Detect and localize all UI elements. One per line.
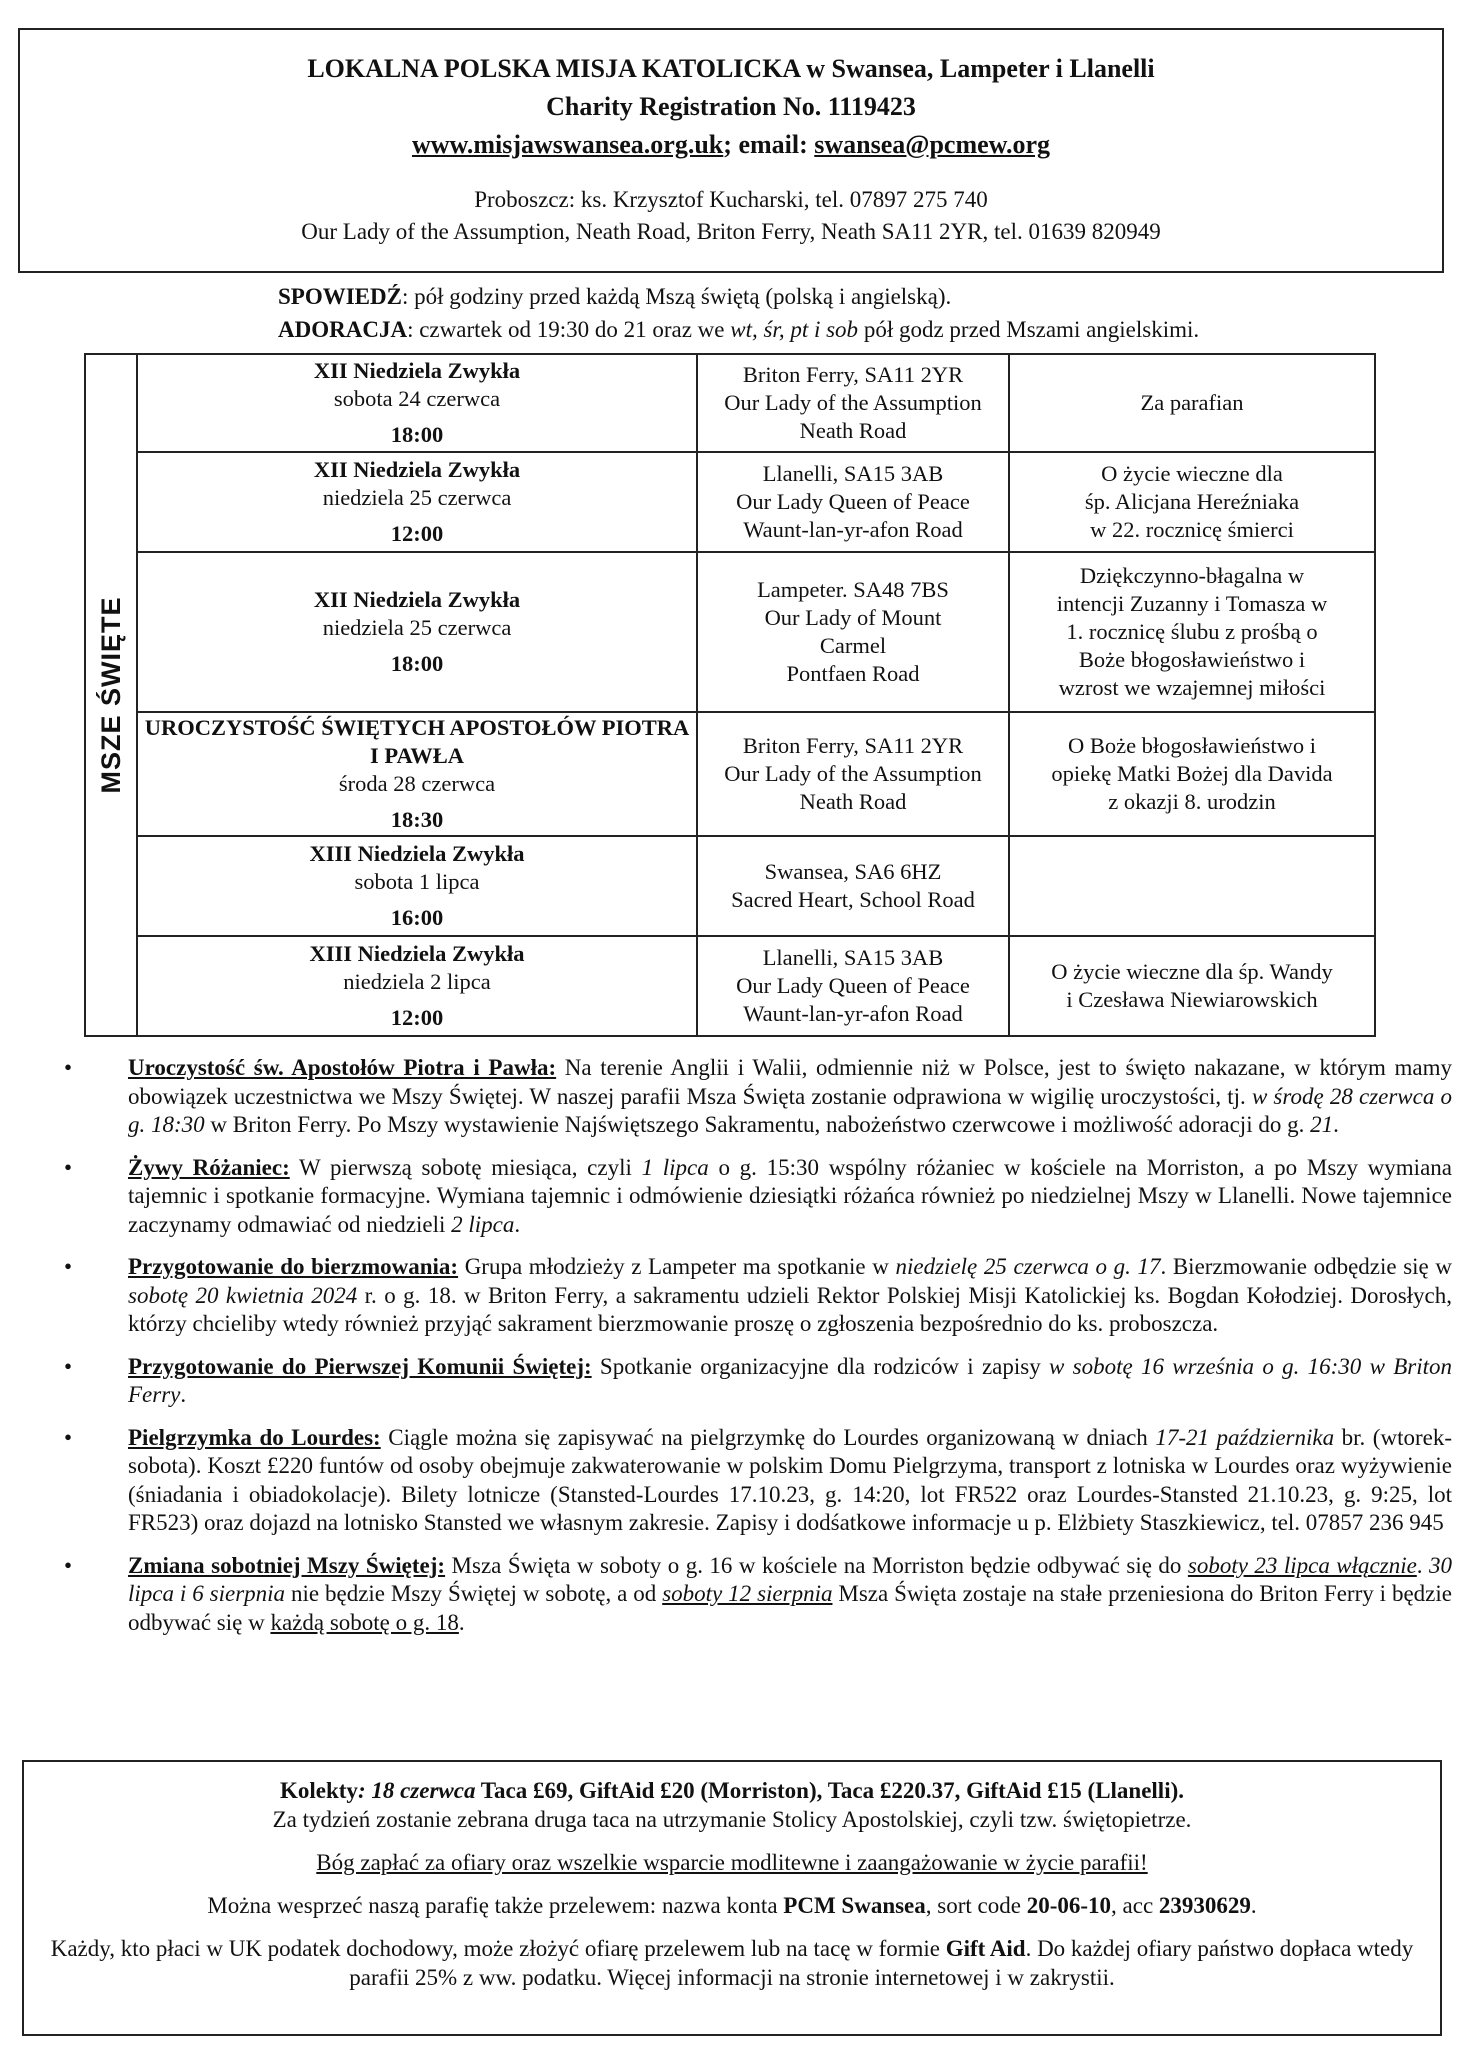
email-label: ; email: [723,130,815,159]
mass-when-cell [137,552,697,712]
mass-place-cell [697,712,1009,836]
notice-first-communion [60,1353,1452,1410]
notice-text: br. (wtorek-sobota). Koszt £220 funtów od osoby obejmuje zakwaterowanie w polskim Domu Pielgrzyma, transport z lotniska w Lourdes oraz wyżywienie (śniadania i obiadokolacje). Bilety lotnicze (Stansted-Lourdes 17.10.23, g. 14:20, lot FR522 oraz Lourdes-Stansted 21.10.23, g. 9:25, lot FR523) oraz dojazd na lotnisko Stansted we własnym zakresie. Zapisy i dodśatkowe informacje u p. Elżbiety Staszkiewicz, tel. 07857 236 945 [128,1424,1452,1535]
mass-place-line: Sacred Heart, School Road [731,887,975,912]
mass-place-line: Lampeter. SA48 7BS [757,577,949,602]
notice-text: . [1333,1112,1339,1137]
notice-text: Msza Święta zostaje na stałe przeniesiona do Briton Ferry i będzie odbywać się w [128,1581,1452,1635]
notice-emphasis: 1 lipca [641,1154,709,1180]
mass-intention-line: Za parafian [1140,390,1244,415]
mass-place-line: Llanelli, SA15 3AB [762,945,944,970]
bullet-icon: • [64,1254,73,1279]
notice-text: . [180,1382,187,1407]
parish-address: Our Lady of the Assumption, Neath Road, Briton Ferry, Neath SA11 2YR, tel. 01639 820949 [301,219,1161,244]
transfer-line [24,1891,1440,1920]
notice-text: W pierwszą sobotę miesiąca, czyli [289,1154,642,1180]
notice-emphasis: 2 lipca [451,1211,515,1237]
notice-emphasis: 17-21 października [1155,1424,1335,1450]
mass-time: 18:30 [390,807,444,832]
mass-place-line: Briton Ferry, SA11 2YR [742,362,964,387]
notice-emphasis: soboty 23 lipca włącznie [1187,1552,1417,1578]
mass-place-cell [697,936,1009,1036]
mass-intention-line: i Czesława Niewiarowskich [1066,987,1318,1012]
notice-text: r. o g. 18. w Briton Ferry, a sakramentu udzieli Rektor Polskiej Misji Katolickiej ks. Bogdan Kołodziej. Dorosłych, którzy chcieliby wtedy również przyjąć sakrament bierzmowanie proszę o zgłoszenia bezpośrednio do ks. proboszcza. [128,1282,1452,1336]
footer-box [22,1760,1442,2036]
notice-emphasis: 21 [1310,1112,1334,1137]
header-box [18,28,1444,273]
mass-intention-line: opiekę Matki Bożej dla Davida [1051,761,1333,786]
bullet-icon: • [64,1552,73,1578]
mass-place-line: Our Lady Queen of Peace [736,489,970,514]
mass-intention-line: O życie wieczne dla śp. Wandy [1051,959,1333,984]
sort-code: 20-06-10 [1026,1893,1112,1918]
mass-place-line: Our Lady of the Assumption [724,390,982,415]
notice-saturday-mass-change [60,1552,1452,1638]
notice-text: Msza Święta w soboty o g. 16 w kościele na Morriston będzie odbywać się do [445,1552,1188,1578]
mass-intention-line: O Boże błogosławieństwo i [1067,733,1317,758]
mass-intention-cell [1009,936,1375,1036]
mass-date: sobota 1 lipca [354,869,480,894]
notice-text: . [1416,1552,1430,1578]
charity-registration: Charity Registration No. 1119423 [546,92,916,121]
notice-emphasis: w sobotę 16 września o g. 16:30 w Briton Ferry [128,1353,1452,1407]
mass-intention-line: z okazji 8. urodzin [1108,789,1276,814]
transfer-text: Można wesprzeć naszą parafię także przelewem: nazwa konta [207,1893,784,1918]
giftaid-line [24,1934,1440,1992]
mass-date: niedziela 25 czerwca [322,485,512,510]
contact-line [20,126,1442,164]
peter-pence-line: Za tydzień zostanie zebrana druga taca na utrzymanie Stolicy Apostolskiej, czyli tzw. świętopietrze. [272,1807,1192,1832]
thanks-line [24,1848,1440,1877]
table-row [85,452,1375,552]
notice-emphasis: w środę 28 czerwca o g. 18:30 [128,1083,1453,1137]
mass-date: środa 28 czerwca [338,771,496,796]
mass-when-cell [137,836,697,936]
notice-title: Przygotowanie do bierzmowania: [128,1254,459,1279]
notice-apostles-feast [60,1054,1452,1140]
collection-label: Kolekty [279,1778,358,1803]
mass-when-cell [137,936,697,1036]
mass-date: sobota 24 czerwca [333,386,501,411]
mass-feast: XII Niedziela Zwykła [313,587,521,612]
adoration-text: : czwartek od 19:30 do 21 oraz we [407,317,731,342]
mass-place-line: Our Lady of Mount [764,605,942,630]
thanks-text: Bóg zapłać za ofiary oraz wszelkie wsparcie modlitewne i zaangażowanie w życie parafii! [316,1850,1148,1875]
notice-lourdes-pilgrimage [60,1424,1452,1538]
mass-when-cell [137,354,697,452]
mass-place-line: Pontfaen Road [786,661,920,686]
mass-intention-line: Boże błogosławieństwo i [1078,647,1306,672]
mass-intention-cell [1009,836,1375,936]
mass-place-line: Swansea, SA6 6HZ [764,859,942,884]
mass-intention-line: śp. Alicjana Hereźniaka [1084,489,1300,514]
mass-place-line: Carmel [819,633,887,658]
mass-intention-cell [1009,452,1375,552]
notice-emphasis: niedzielę 25 czerwca o g. 17 [895,1254,1161,1279]
mass-time: 12:00 [390,521,444,546]
masses-vertical-label: MSZE ŚWIĘTE [96,596,126,794]
priest-line: Proboszcz: ks. Krzysztof Kucharski, tel. 07897 275 740 [474,187,988,212]
mass-place-line: Our Lady Queen of Peace [736,973,970,998]
notice-title: Żywy Różaniec: [128,1154,290,1180]
giftaid-text: . Do każdej ofiary państwo dopłaca wtedy parafii 25% z ww. podatku. Więcej informacji na stronie internetowej i w zakrystii. [349,1936,1414,1990]
mass-place-line: Waunt-lan-yr-afon Road [743,517,963,542]
mass-time: 12:00 [390,1005,444,1030]
mass-intention-cell [1009,712,1375,836]
adoration-line [278,313,1448,346]
mission-title: LOKALNA POLSKA MISJA KATOLICKA w Swansea, Lampeter i Llanelli [307,54,1155,83]
notice-underline: każdą sobotę o g. 18 [270,1609,459,1635]
notice-text: nie będzie Mszy Świętej w sobotę, a od [285,1581,663,1606]
mass-intention-line: Dziękczynno-błagalna w [1079,563,1305,588]
mass-intention-line: wzrost we wzajemnej miłości [1058,675,1326,700]
mass-place-cell [697,836,1009,936]
adoration-text-end: pół godz przed Mszami angielskimi. [858,317,1200,342]
transfer-text: , sort code [925,1893,1027,1918]
mass-schedule-table [84,353,1376,1037]
adoration-label: ADORACJA [278,317,408,342]
mass-place-line: Neath Road [799,418,907,443]
notice-text: Na terenie Anglii i Walii, odmiennie niż w Polsce, jest to święto nakazane, w którym mamy obowiązek uczestnictwa we Mszy Świętej. W naszej parafii Msza Święta zostanie odprawiona w wigilię uroczystości, tj. [128,1055,1452,1109]
mass-when-cell [137,452,697,552]
website-link[interactable]: www.misjawswansea.org.uk [411,130,724,159]
bullet-icon: • [64,1055,73,1080]
mass-intention-line: w 22. rocznicę śmierci [1090,517,1294,542]
table-row [85,354,1375,452]
bullet-icon: • [64,1424,73,1450]
email-link[interactable]: swansea@pcmew.org [814,130,1051,159]
collection-date: : 18 czerwca [357,1778,476,1803]
notice-emphasis: soboty 12 sierpnia [662,1581,833,1606]
collection-amounts: Taca £69, GiftAid £20 (Morriston), Taca £220.37, GiftAid £15 (Llanelli). [475,1778,1184,1803]
table-row [85,936,1375,1036]
mass-intention-line: O życie wieczne dla [1101,461,1283,486]
mass-feast: XIII Niedziela Zwykła [309,841,525,866]
mass-feast: XII Niedziela Zwykła [313,457,521,482]
masses-side-label [85,354,137,1036]
mass-intention-cell [1009,354,1375,452]
parish-notices [60,1054,1452,1651]
notice-text: w Briton Ferry. Po Mszy wystawienie Najświętszego Sakramentu, nabożeństwo czerwcowe i możliwość adoracji do g. [204,1112,1311,1137]
confession-label: SPOWIEDŹ [278,284,402,309]
notice-confirmation [60,1253,1452,1339]
confession-line [278,280,1448,313]
transfer-text: , acc [1111,1893,1159,1918]
bullet-icon: • [64,1353,73,1379]
mass-intention-cell [1009,552,1375,712]
giftaid-text: Każdy, kto płaci w UK podatek dochodowy, może złożyć ofiarę przelewem lub na tacę w formie [50,1936,946,1961]
mass-date: niedziela 2 lipca [343,969,491,994]
confession-adoration-info [278,280,1448,346]
notice-text: o g. 15:30 wspólny różaniec w kościele na Morriston, a po Mszy wymiana tajemnic i spotkanie formacyjne. Wymiana tajemnic i odmówienie dziesiątki różańca również po niedzielnej Mszy w Llanelli. Nowe tajemnice zaczynamy odmawiać od niedzieli [128,1154,1452,1237]
mass-feast: XIII Niedziela Zwykła [309,941,525,966]
mass-place-cell [697,452,1009,552]
mass-time: 18:00 [390,651,444,676]
account-number: 23930629 [1158,1893,1251,1918]
notice-title: Przygotowanie do Pierwszej Komunii Świętej: [128,1353,592,1379]
mass-place-line: Neath Road [799,789,907,814]
mass-place-line: Waunt-lan-yr-afon Road [743,1001,963,1026]
notice-title: Pielgrzymka do Lourdes: [128,1424,381,1450]
notice-text: Spotkanie organizacyjne dla rodziców i zapisy [591,1353,1049,1379]
confession-text: : pół godziny przed każdą Mszą świętą (polską i angielską). [401,284,952,309]
giftaid-label: Gift Aid [945,1936,1026,1961]
mass-place-cell [697,354,1009,452]
notice-emphasis: sobotę 20 kwietnia 2024 [128,1282,358,1308]
notice-title: Uroczystość św. Apostołów Piotra i Pawła: [128,1055,557,1080]
notice-text: . [458,1609,465,1635]
notice-title: Zmiana sobotniej Mszy Świętej: [128,1552,446,1578]
table-row [85,712,1375,836]
table-row [85,836,1375,936]
mass-intention-line: intencji Zuzanny i Tomasza w [1056,591,1328,616]
mass-place-line: Our Lady of the Assumption [724,761,982,786]
mass-when-cell [137,712,697,836]
notice-living-rosary [60,1154,1452,1240]
mass-date: niedziela 25 czerwca [322,615,512,640]
table-row [85,552,1375,712]
mass-place-line: Briton Ferry, SA11 2YR [742,733,964,758]
mass-time: 18:00 [390,422,444,447]
account-name: PCM Swansea [783,1893,926,1918]
notice-text: . [514,1211,521,1237]
notice-text: . Bierzmowanie odbędzie się w [1160,1254,1452,1279]
mass-time: 16:00 [390,905,444,930]
transfer-text: . [1250,1893,1257,1918]
mass-place-cell [697,552,1009,712]
mass-place-line: Llanelli, SA15 3AB [762,461,944,486]
adoration-days: wt, śr, pt i sob [730,317,859,342]
notice-text: Grupa młodzieży z Lampeter ma spotkanie w [458,1254,896,1279]
bullet-icon: • [64,1154,73,1180]
collection-line [24,1776,1440,1805]
mass-intention-line: 1. rocznicę ślubu z prośbą o [1066,619,1318,644]
notice-text: Ciągle można się zapisywać na pielgrzymkę do Lourdes organizowaną w dniach [380,1424,1156,1450]
mass-feast: UROCZYSTOŚĆ ŚWIĘTYCH APOSTOŁÓW PIOTRA I PAWŁA [144,715,690,768]
notice-emphasis: 30 lipca i 6 sierpnia [128,1552,1453,1606]
mass-feast: XII Niedziela Zwykła [313,358,521,383]
